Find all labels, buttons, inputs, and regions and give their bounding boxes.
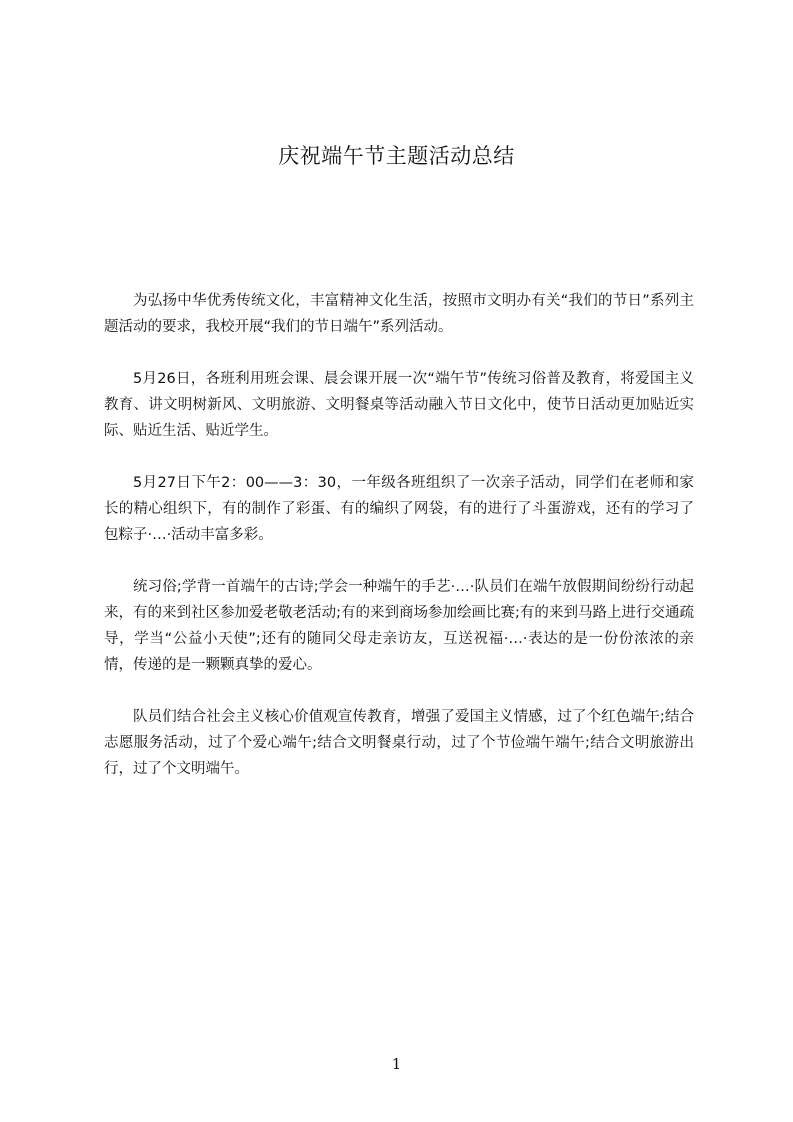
document-title: 庆祝端午节主题活动总结 — [278, 144, 515, 168]
paragraph-may-26: 5月26日，各班利用班会课、晨会课开展一次“端午节”传统习俗普及教育，将爱国主义教育、讲文明树新风、文明旅游、文明餐桌等活动融入节日文化中，使节日活动更加贴近实际、贴近生活、贴近学生。 — [104, 371, 694, 439]
document-body — [104, 288, 694, 808]
paragraph-intro: 为弘扬中华优秀传统文化，丰富精神文化生活，按照市文明办有关“我们的节日”系列主题活动的要求，我校开展“我们的节日端午”系列活动。 — [104, 293, 694, 335]
paragraph-summary: 队员们结合社会主义核心价值观宣传教育，增强了爱国主义情感，过了个红色端午;结合志愿服务活动，过了个爱心端午;结合文明餐桌行动，过了个节俭端午端午;结合文明旅游出行，过了个文明端午。 — [104, 709, 694, 777]
paragraph-may-27: 5月27日下午2：00——3：30，一年级各班组织了一次亲子活动，同学们在老师和家长的精心组织下，有的制作了彩蛋、有的编织了网袋，有的进行了斗蛋游戏，还有的学习了包粽子·…·活动丰富多彩。 — [104, 475, 694, 543]
page-number: 1 — [391, 1055, 402, 1073]
paragraph-customs: 统习俗;学背一首端午的古诗;学会一种端午的手艺·…·队员们在端午放假期间纷纷行动起来，有的来到社区参加爱老敬老活动;有的来到商场参加绘画比赛;有的来到马路上进行交通疏导，学当“公益小天使”;还有的随同父母走亲访友，互送祝福·…·表达的是一份份浓浓的亲情，传递的是一颗颗真挚的爱心。 — [104, 579, 694, 673]
